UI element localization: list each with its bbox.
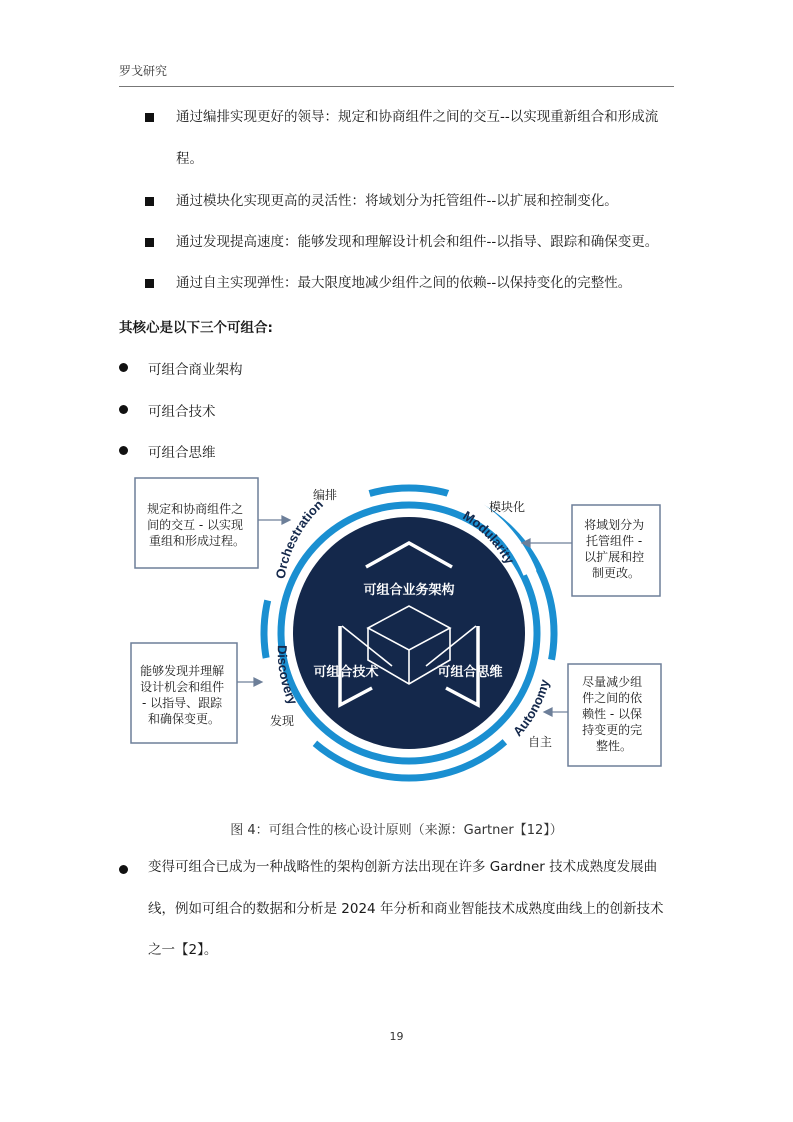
modularity-cn-label: 模块化 xyxy=(489,500,526,514)
list-item-text: 通过自主实现弹性：最大限度地减少组件之间的依赖--以保持变化的完整性。 xyxy=(176,275,632,291)
discovery-cn-label: 发现 xyxy=(270,714,295,728)
list-item-text: 通过编排实现更好的领导：规定和协商组件之间的交互--以实现重新组合和形成流 xyxy=(176,109,659,125)
autonomy-cn-label: 自主 xyxy=(528,735,553,749)
callout-text-bottom-left: 能够发现并理解 设计机会和组件 - 以指导、跟踪 和确保变更。 xyxy=(140,664,225,726)
callout-text-top-right: 将域划分为 托管组件 - 以扩展和控 制更改。 xyxy=(584,518,645,580)
list-item-text: 可组合商业架构 xyxy=(148,362,243,378)
round-bullet-icon xyxy=(119,446,128,455)
figure-caption: 图 4：可组合性的核心设计原则（来源：Gartner【12】） xyxy=(230,823,563,838)
page-number: 19 xyxy=(389,1030,404,1043)
round-bullet-icon xyxy=(119,363,128,372)
paragraph-line: 线，例如可组合的数据和分析是 2024 年分析和商业智能技术成熟度曲线上的创新技术 xyxy=(148,901,664,917)
callout-text-top-left: 规定和协商组件之 间的交互 - 以实现 重组和形成过程。 xyxy=(147,502,246,548)
core-disc xyxy=(293,517,525,749)
square-bullet-icon xyxy=(145,197,154,206)
center-left-label: 可组合技术 xyxy=(313,665,379,680)
square-bullet-icon xyxy=(145,279,154,288)
autonomy-label-text: Autonomy xyxy=(509,677,553,740)
square-bullet-icon xyxy=(145,113,154,122)
round-bullet-icon xyxy=(119,865,128,874)
paragraph-line: 之一【2】。 xyxy=(148,942,218,958)
list-item-text: 通过模块化实现更高的灵活性：将域划分为托管组件--以扩展和控制变化。 xyxy=(176,193,618,209)
list-item-text: 通过发现提高速度：能够发现和理解设计机会和组件--以指导、跟踪和确保变更。 xyxy=(176,234,659,250)
core-heading: 其核心是以下三个可组合: xyxy=(119,320,273,336)
callout-text-bottom-right: 尽量减少组 件之间的依 赖性 - 以保 持变更的完 整性。 xyxy=(582,675,643,753)
round-bullet-icon xyxy=(119,405,128,414)
paragraph-line: 变得可组合已成为一种战略性的架构创新方法出现在许多 Gardner 技术成熟度发展曲 xyxy=(148,859,658,875)
orchestration-cn-label: 编排 xyxy=(313,488,338,502)
list-item-text-continued: 程。 xyxy=(176,151,203,167)
orchestration-label-text: Orchestration xyxy=(272,496,326,580)
discovery-label-text: Discovery xyxy=(274,644,301,707)
square-bullet-icon xyxy=(145,238,154,247)
header-title: 罗戈研究 xyxy=(119,64,168,78)
center-top-label: 可组合业务架构 xyxy=(363,583,455,598)
list-item-text: 可组合思维 xyxy=(148,445,216,461)
modularity-label-text: Modularity xyxy=(460,507,518,567)
page-header xyxy=(119,62,674,87)
list-item-text: 可组合技术 xyxy=(148,404,216,420)
center-right-label: 可组合思维 xyxy=(437,665,503,680)
